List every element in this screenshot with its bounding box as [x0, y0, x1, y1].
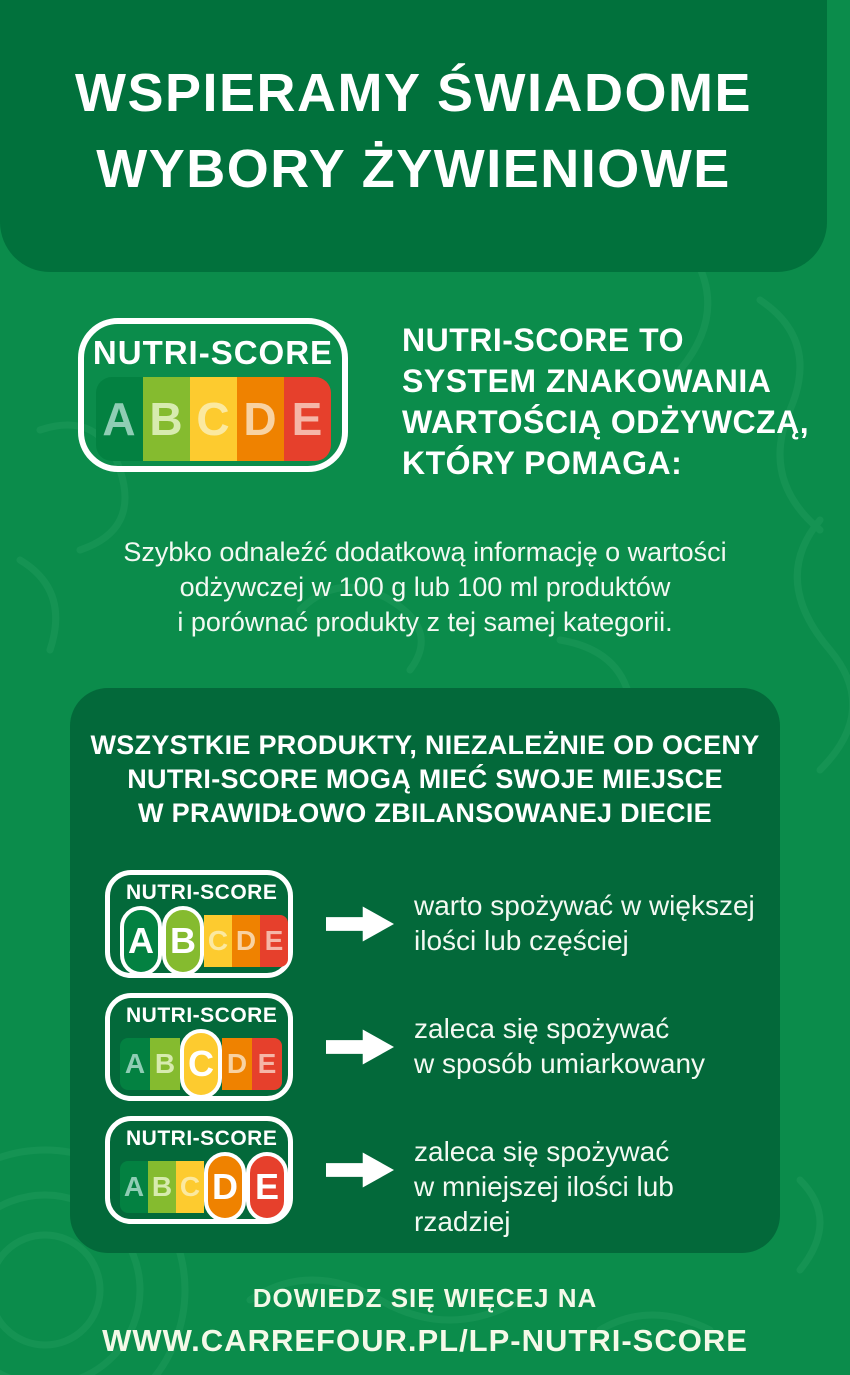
intro-paragraph-line3: i porównać produkty z tej samej kategorii. [177, 607, 673, 637]
grade-e-segment [284, 377, 331, 461]
row-text-c-line2: w sposób umiarkowany [414, 1048, 706, 1079]
nutriscore-scale-ab [120, 906, 288, 976]
nutriscore-scale-c [120, 1029, 288, 1099]
grade-a-letter: A [102, 393, 136, 445]
footer [0, 1283, 850, 1359]
grade-b-segment [150, 1038, 180, 1090]
grade-d-letter: D [212, 1166, 238, 1207]
grade-d-segment [232, 915, 260, 967]
grade-d-letter: D [243, 393, 277, 445]
row-text-ab [414, 888, 774, 958]
grade-e-segment [260, 915, 288, 967]
nutriscore-badge-title: NUTRI-SCORE [126, 1004, 278, 1027]
grade-b-oval-highlight [162, 906, 204, 976]
row-text-ab-line1: warto spożywać w większej [414, 890, 755, 921]
grade-c-segment [204, 915, 232, 967]
nutriscore-badge-grade-ab [105, 870, 293, 978]
row-text-c-line1: zaleca się spożywać [414, 1013, 670, 1044]
grade-d-oval-highlight [204, 1152, 246, 1222]
right-arrow-icon [326, 1028, 394, 1066]
grade-c-letter: C [196, 393, 230, 445]
grade-b-letter: B [170, 920, 196, 961]
row-text-de-line1: zaleca się spożywać [414, 1136, 670, 1167]
right-arrow-icon [326, 905, 394, 943]
grade-c-segment [190, 377, 237, 461]
nutriscore-logo-scale [84, 377, 342, 461]
grade-c-oval-highlight [180, 1029, 222, 1099]
grade-c-letter: C [179, 1171, 201, 1202]
panel-heading [70, 728, 780, 830]
grade-d-segment [222, 1038, 252, 1090]
grade-b-letter: B [149, 393, 183, 445]
grade-c-letter: C [207, 925, 229, 956]
panel-heading-line3: W PRAWIDŁOWO ZBILANSOWANEJ DIECIE [138, 798, 712, 828]
grade-d-letter: D [235, 925, 257, 956]
grade-a-segment [120, 1038, 150, 1090]
page-title-line2: WYBORY ŻYWIENIOWE [96, 139, 731, 199]
intro-heading-line3: WARTOŚCIĄ ODŻYWCZĄ, [402, 404, 810, 440]
panel-heading-line2: NUTRI-SCORE MOGĄ MIEĆ SWOJE MIEJSCE [127, 764, 723, 794]
grade-e-letter: E [291, 393, 323, 445]
grade-e-segment [252, 1038, 282, 1090]
footer-url: WWW.CARREFOUR.PL/LP-NUTRI-SCORE [102, 1323, 748, 1358]
grade-a-segment [96, 377, 143, 461]
grade-d-segment [237, 377, 284, 461]
intro-heading-line1: NUTRI-SCORE TO [402, 322, 684, 358]
grade-d-letter: D [226, 1048, 248, 1079]
nutriscore-scale-de [120, 1152, 288, 1222]
nutriscore-badge-title: NUTRI-SCORE [126, 881, 278, 904]
nutriscore-badge-grade-de [105, 1116, 293, 1224]
grade-e-letter: E [257, 1048, 277, 1079]
panel-heading-line1: WSZYSTKIE PRODUKTY, NIEZALEŻNIE OD OCENY [90, 730, 760, 760]
row-text-c [414, 1011, 774, 1081]
row-text-ab-line2: ilości lub częściej [414, 925, 629, 956]
grade-b-segment [148, 1161, 176, 1213]
grade-a-letter: A [123, 1171, 145, 1202]
row-text-de-line2: w mniejszej ilości lub rzadziej [414, 1171, 674, 1237]
grade-c-segment [176, 1161, 204, 1213]
grade-e-letter: E [264, 925, 284, 956]
intro-paragraph [0, 535, 850, 640]
intro-heading-line4: KTÓRY POMAGA: [402, 445, 683, 481]
right-arrow-icon [326, 1151, 394, 1189]
grade-b-letter: B [151, 1171, 173, 1202]
row-text-de [414, 1134, 774, 1239]
grade-a-letter: A [124, 1048, 146, 1079]
info-panel [70, 688, 780, 1253]
footer-more-info-label: DOWIEDZ SIĘ WIĘCEJ NA [252, 1283, 598, 1313]
nutriscore-logo-title: NUTRI-SCORE [92, 334, 334, 371]
intro-heading-line2: SYSTEM ZNAKOWANIA [402, 363, 772, 399]
intro-paragraph-line2: odżywczej w 100 g lub 100 ml produktów [179, 572, 671, 602]
grade-b-segment [143, 377, 190, 461]
page-title-line1: WSPIERAMY ŚWIADOME [74, 63, 753, 123]
grade-c-letter: C [188, 1043, 214, 1084]
nutriscore-logo [78, 318, 348, 472]
grade-e-letter: E [254, 1166, 279, 1207]
nutriscore-badge-grade-c [105, 993, 293, 1101]
grade-a-oval-highlight [120, 906, 162, 976]
grade-a-segment [120, 1161, 148, 1213]
grade-e-oval-highlight [246, 1152, 288, 1222]
intro-paragraph-line1: Szybko odnaleźć dodatkową informację o wartości [123, 537, 727, 567]
intro-heading [402, 320, 812, 484]
grade-b-letter: B [154, 1048, 176, 1079]
nutriscore-badge-title: NUTRI-SCORE [126, 1127, 278, 1150]
grade-a-letter: A [128, 920, 154, 961]
